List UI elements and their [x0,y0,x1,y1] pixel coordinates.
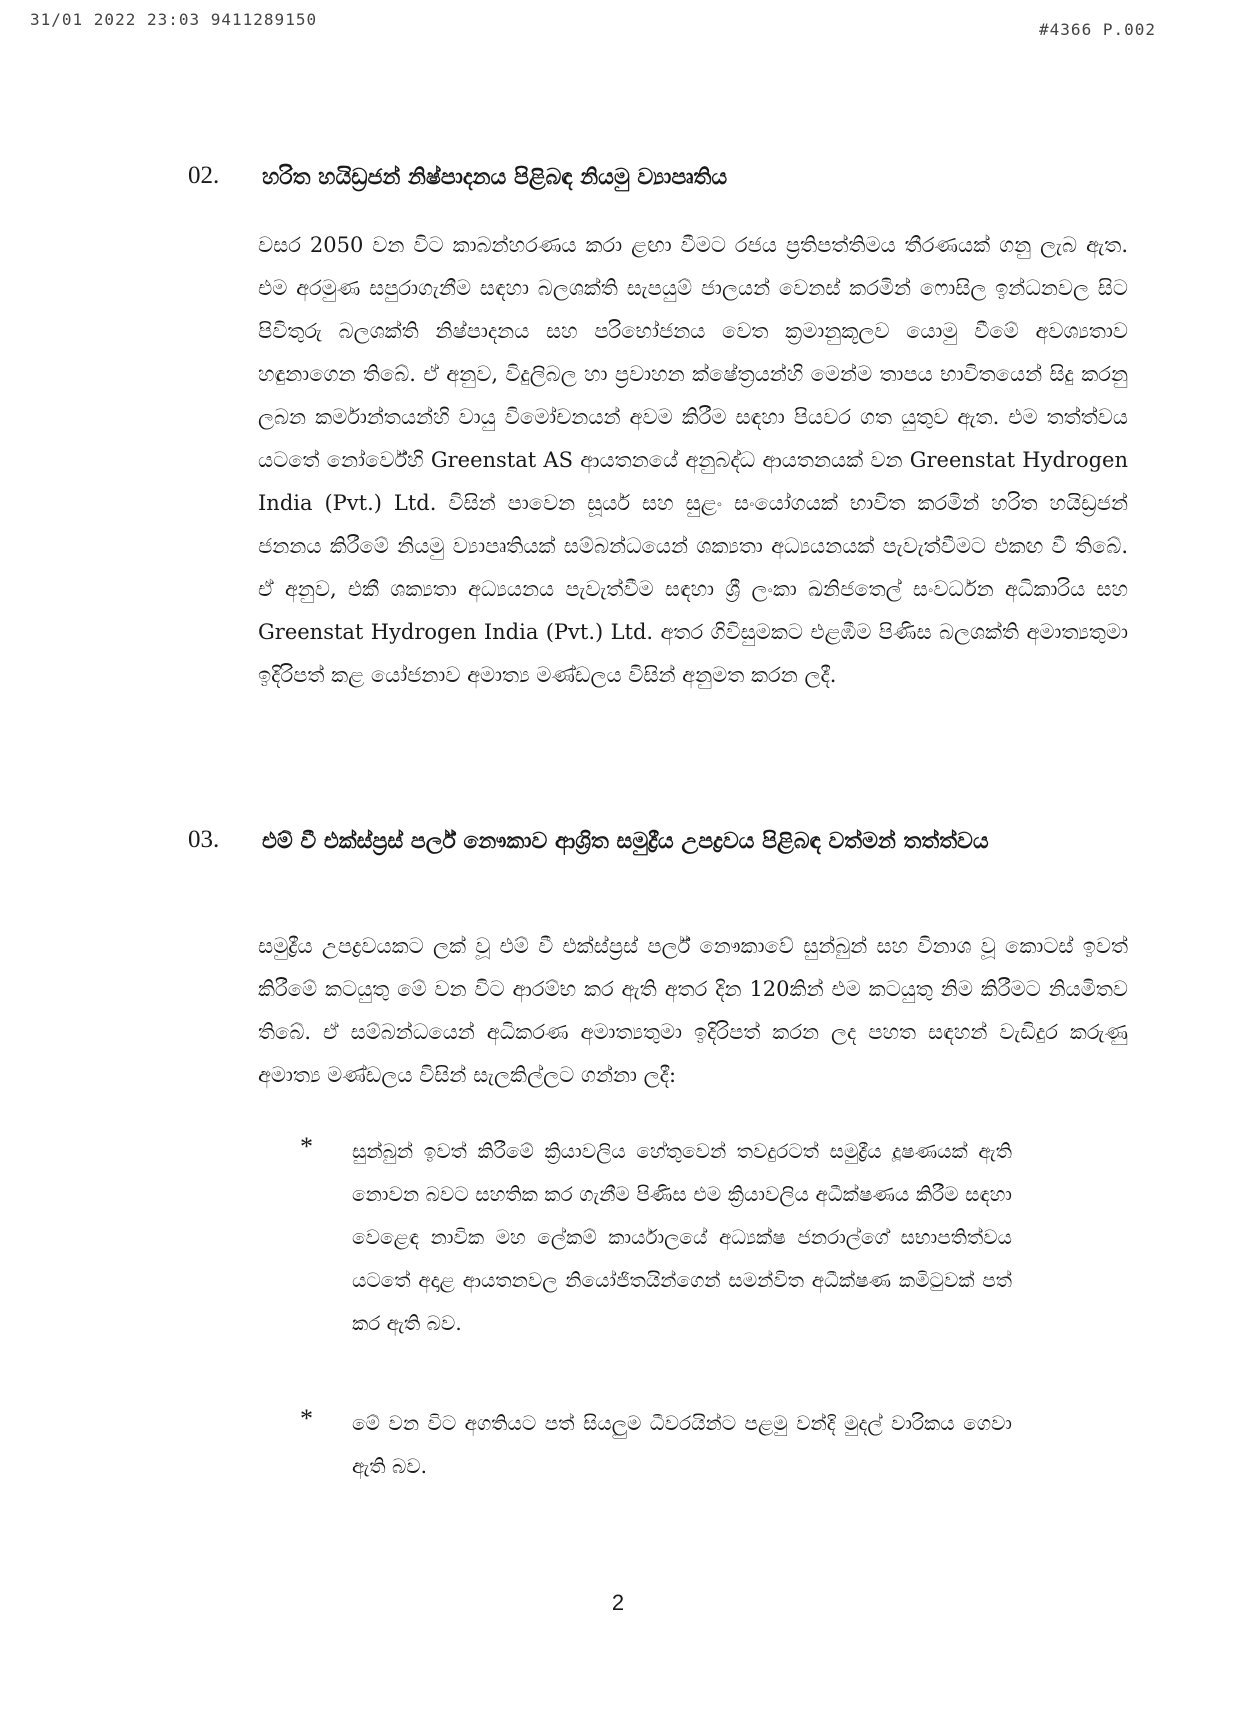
page-number: 2 [611,1590,625,1615]
bullet-mark: * [300,1132,313,1161]
fax-header-page-code: #4366 P.002 [1039,20,1156,39]
section-title: එම් වී එක්ස්ප්‍රස් පර්ල් නෞකාව ආශ්‍රිත සමුද්‍රීය උපද්‍රවය පිළිබඳ වත්මන් තත්ත්වය [262,828,989,854]
bullet-item: සුන්බුන් ඉවත් කිරීමේ ක්‍රියාවලිය හේතුවෙන් තවදුරටත් සමුද්‍රීය දූෂණයක් ඇති නොවන බවට සහතික කර ගැනීම පිණිස එම ක්‍රියාවලිය අධීක්ෂණය කිරීම සඳහා වෙළෙඳ නාවික මහ ලේකම් කාර්යාලයේ අධ්‍යක්ෂ ජනරාල්ගේ සභාපතිත්වය යටතේ අදාළ ආයතනවල නියෝජිතයින්ගෙන් සමන්විත අධීක්ෂණ කමිටුවක් පත් කර ඇති බව. [352,1139,1012,1335]
section-title: හරිත හයිඩ්‍රජන් නිෂ්පාදනය පිළිබඳ නියමු ව්‍යාපෘතිය [262,164,728,190]
section-number: 02. [188,162,220,189]
bullet-item: මේ වන විට අගතියට පත් සියලුම ධීවරයින්ට පළමු වන්දි මුදල් වාරිකය ගෙවා ඇති බව. [352,1411,1012,1478]
bullet-mark: * [300,1404,313,1433]
section-number: 03. [188,826,220,853]
section-body: වසර 2050 වන විට කාබන්හරණය කරා ළඟා වීමට රජය ප්‍රතිපත්තිමය තීරණයක් ගනු ලැබ ඇත. එම අරමුණ සපුරාගැනීම සඳහා බලශක්ති සැපයුම් ජාලයන් වෙනස් කරමින් ෆොසිල ඉන්ධනවල සිට පිවිතුරු බලශක්ති නිෂ්පාදනය සහ පරිභෝජනය වෙත ක්‍රමානුකූලව යොමු වීමේ අවශ්‍යතාව හඳුනාගෙන තිබේ. ඒ අනුව, විදුලිබල හා ප්‍රවාහන ක්ෂේත්‍රයන්හි මෙන්ම තාපය භාවිතයෙන් සිදු කරනු ලබන කර්මාන්තයන්හි වායු විමෝචනයන් අවම කිරීම සඳහා පියවර ගත යුතුව ඇත. එම තත්ත්වය යටතේ නෝර්වේහි Greenstat AS ආයතනයේ අනුබද්ධ ආයතනයක් වන Greenstat Hydrogen India (Pvt.) Ltd. විසින් පාවෙන සූර්ය සහ සුළං සංයෝගයක් භාවිත කරමින් හරිත හයිඩ්‍රජන් ජනනය කිරීමේ නියමු ව්‍යාපෘතියක් සම්බන්ධයෙන් ශක්‍යතා අධ්‍යයනයක් පැවැත්වීමට එකඟ වී තිබේ. ඒ අනුව, එකී ශක්‍යතා අධ්‍යයනය පැවැත්වීම සඳහා ශ්‍රී ලංකා ඛනිජතෙල් සංවර්ධන අධිකාරිය සහ Greenstat Hydrogen India (Pvt.) Ltd. අතර ගිවිසුමකට එළඹීම පිණිස බලශක්ති අමාත්‍යතුමා ඉදිරිපත් කළ යෝජනාව අමාත්‍ය මණ්ඩලය විසින් අනුමත කරන ලදී. [258,233,1128,687]
fax-header [0,10,1236,40]
fax-header-date-number: 31/01 2022 23:03 9411289150 [30,10,318,29]
section-body: සමුද්‍රීය උපද්‍රවයකට ලක් වූ එම් වී එක්ස්ප්‍රස් පර්ල් නෞකාවේ සුන්බුන් සහ විනාශ වූ කොටස් ඉවත් කිරීමේ කටයුතු මේ වන විට ආරම්භ කර ඇති අතර දින 120කින් එම කටයුතු නිම කිරීමට නියමිතව තිබේ. ඒ සම්බන්ධයෙන් අධිකරණ අමාත්‍යතුමා ඉදිරිපත් කරන ලද පහත සඳහන් වැඩිදුර කරුණු අමාත්‍ය මණ්ඩලය විසින් සැලකිල්ලට ගන්නා ලදී: [258,934,1128,1087]
